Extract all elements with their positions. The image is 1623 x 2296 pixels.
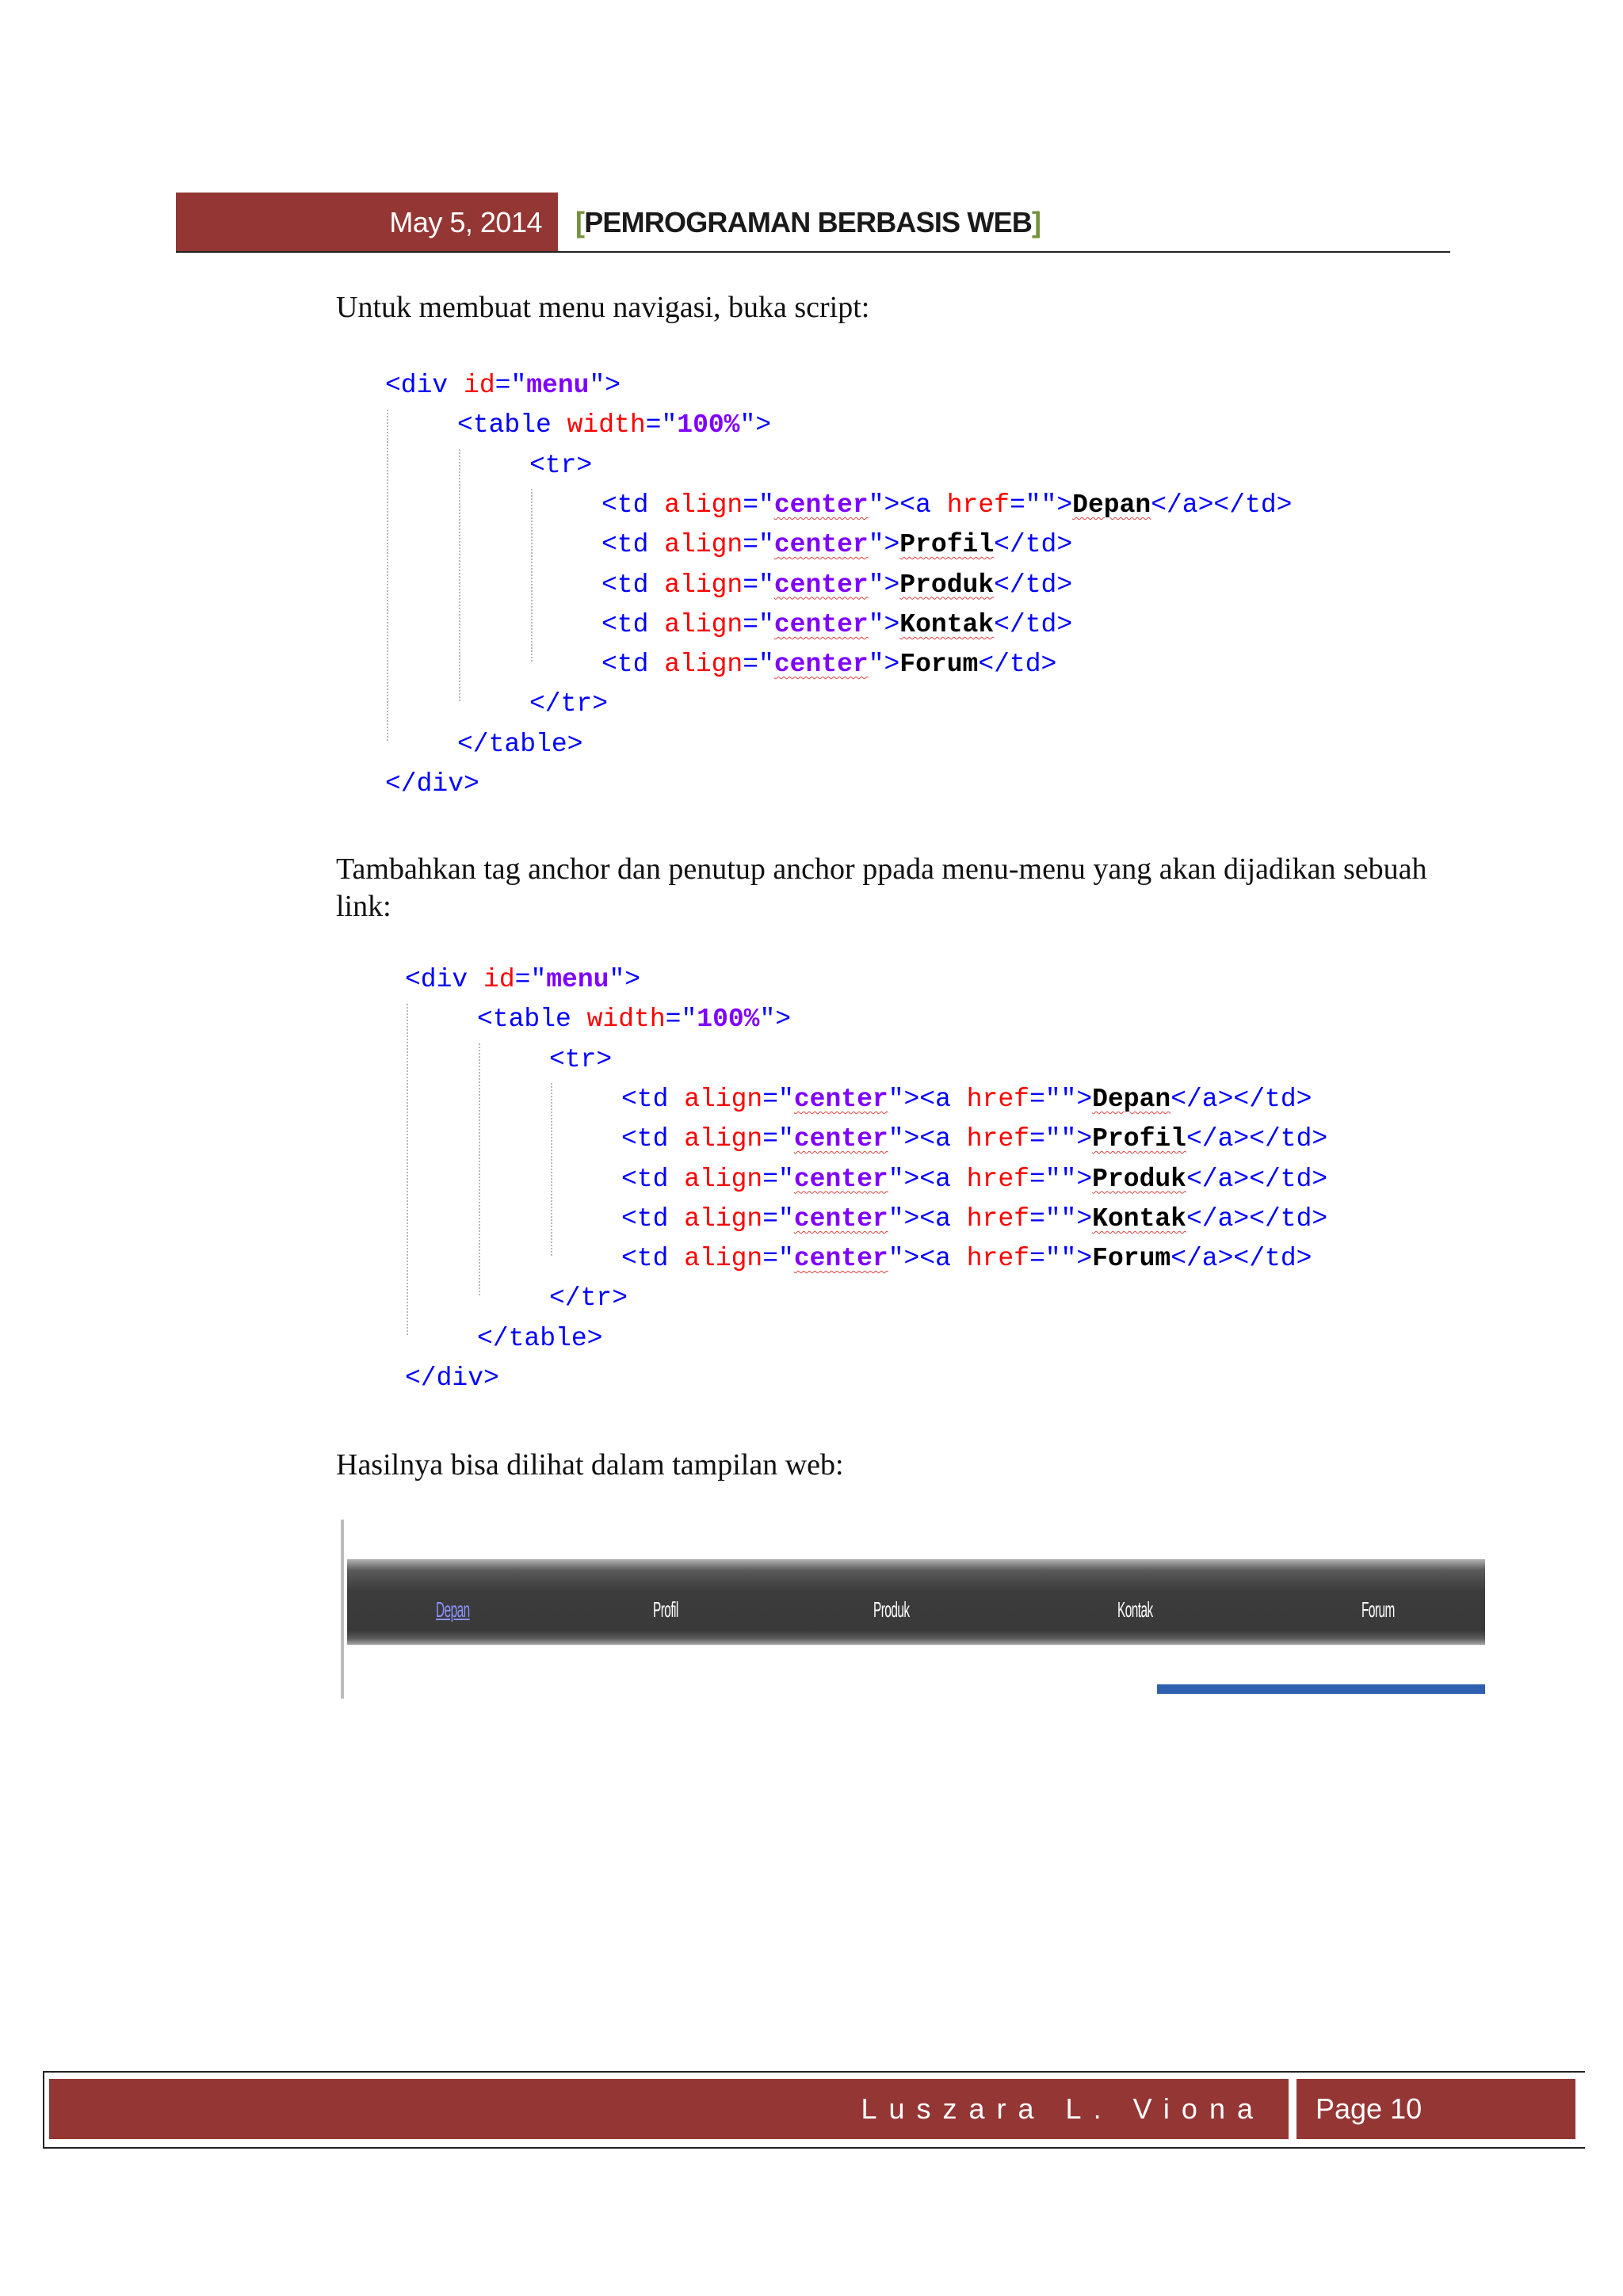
code-line: <td align="center"><a href="">Depan</a></td> (621, 1084, 1312, 1114)
code-line: <td align="center"><a href="">Kontak</a></td> (621, 1203, 1328, 1234)
nav-item-forum[interactable]: Forum (1361, 1597, 1395, 1622)
anchor-paragraph: Tambahkan tag anchor dan penutup anchor ppada menu-menu yang akan dijadikan sebuah link: (336, 852, 1427, 923)
indent-guide (459, 449, 460, 701)
indent-guide (551, 1083, 552, 1256)
result-paragraph: Hasilnya bisa dilihat dalam tampilan web: (336, 1448, 844, 1482)
code-line: <div id="menu"> (385, 371, 621, 400)
code-line: <td align="center"><a href="">Produk</a></td> (621, 1164, 1328, 1194)
indent-guide (531, 489, 533, 662)
nav-preview (341, 1520, 1485, 1699)
code-line: <td align="center">Profil</td> (601, 530, 1073, 560)
code-line: <tr> (529, 450, 593, 480)
nav-item-kontak[interactable]: Kontak (1117, 1597, 1153, 1622)
header-title-text: PEMROGRAMAN BERBASIS WEB (584, 206, 1033, 238)
preview-left-border (341, 1520, 344, 1699)
code-line: </table> (477, 1323, 603, 1353)
code-line: <td align="center">Produk</td> (601, 570, 1073, 600)
code-line: </div> (405, 1363, 499, 1393)
intro-paragraph: Untuk membuat menu navigasi, buka script: (336, 291, 870, 324)
code-line: <td align="center">Kontak</td> (601, 609, 1073, 639)
code-line: <div id="menu"> (405, 965, 641, 994)
code-line: <table width="100%"> (457, 410, 772, 441)
code-line: <table width="100%"> (477, 1005, 792, 1035)
header-title (575, 193, 1041, 253)
page-header (176, 193, 1450, 253)
code-line: <td align="center"><a href="">Profil</a></td> (621, 1124, 1328, 1154)
indent-guide (479, 1043, 480, 1295)
footer-author: Luszara L. Viona (49, 2079, 1289, 2139)
nav-item-produk[interactable]: Produk (873, 1597, 910, 1622)
code-line: <td align="center">Forum</td> (601, 650, 1057, 680)
header-rule (176, 251, 1450, 253)
nav-item-profil[interactable]: Profil (653, 1597, 678, 1622)
code-line: <tr> (549, 1044, 613, 1074)
header-date: May 5, 2014 (176, 193, 558, 253)
code-block-plain (385, 366, 1415, 810)
code-listing-1 (385, 366, 1293, 884)
footer-page-number: Page 10 (1296, 2079, 1575, 2139)
nav-bar (347, 1559, 1485, 1645)
header-bracket-close: ] (1032, 206, 1041, 238)
code-line: </tr> (529, 689, 609, 719)
code-line: <td align="center"><a href="">Forum</a></td> (621, 1244, 1312, 1274)
code-line: </tr> (549, 1283, 628, 1314)
code-line: </table> (457, 729, 583, 759)
nav-item-depan[interactable]: Depan (436, 1597, 470, 1622)
preview-blue-strip (1157, 1684, 1485, 1694)
code-line: <td align="center"><a href="">Depan</a></td> (601, 490, 1293, 520)
code-block-anchored (405, 960, 1451, 1404)
code-line: </div> (385, 769, 479, 799)
header-bracket-open: [ (575, 206, 585, 238)
